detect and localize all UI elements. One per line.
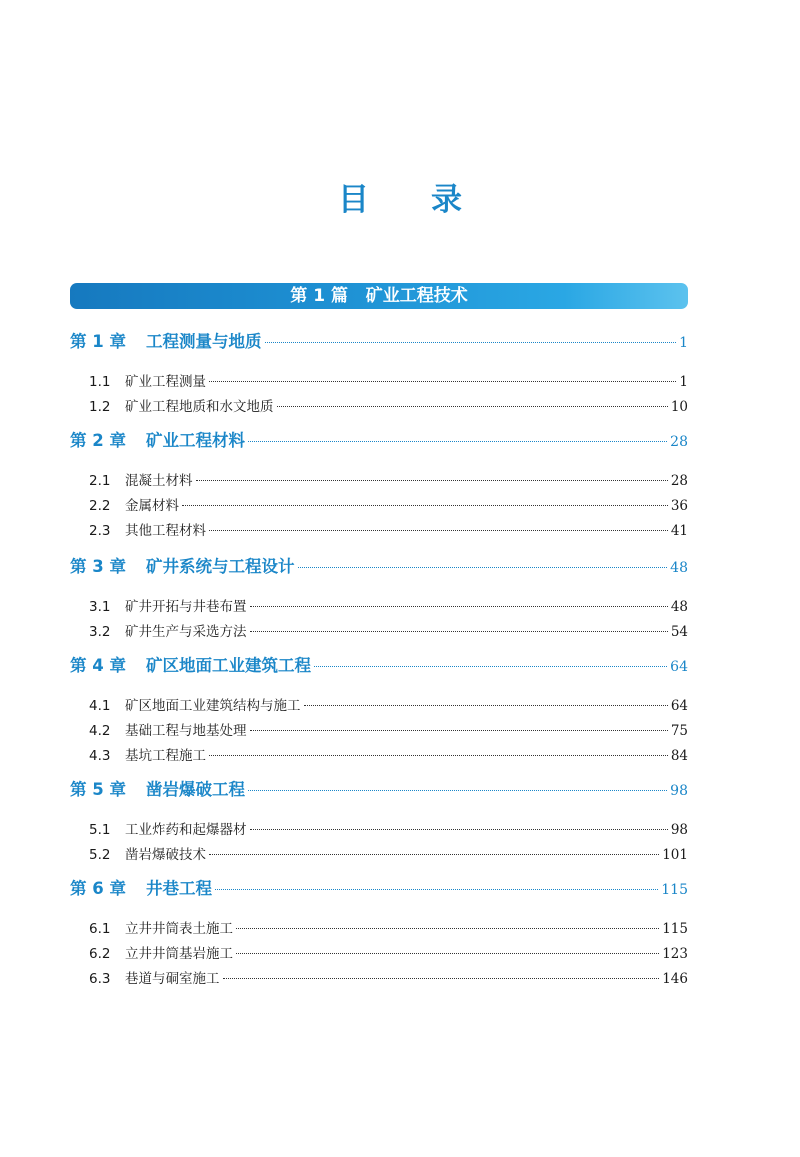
chapter-title: 工程测量与地质: [146, 332, 262, 351]
section-title: 巷道与硐室施工: [125, 971, 220, 987]
section-entry[interactable]: [89, 469, 688, 491]
chapter-page-number: 64: [670, 659, 688, 675]
section-entry[interactable]: [89, 843, 688, 865]
section-page-number: 28: [670, 473, 688, 489]
section-entry[interactable]: [89, 917, 688, 939]
chapter-entry[interactable]: [70, 427, 688, 455]
chapter-number: 第 6 章: [70, 879, 126, 898]
section-page-number: 84: [670, 748, 688, 764]
section-entry[interactable]: [89, 967, 688, 989]
section-number: 5.1: [89, 822, 111, 838]
part-title: 矿业工程技术: [365, 286, 468, 306]
section-entry[interactable]: [89, 719, 688, 741]
section-entry[interactable]: [89, 519, 688, 541]
dot-leader: [250, 829, 668, 830]
section-page-number: 146: [662, 971, 688, 987]
dot-leader: [209, 755, 668, 756]
chapter-entry[interactable]: [70, 652, 688, 680]
section-entry[interactable]: [89, 942, 688, 964]
chapter-title: 矿井系统与工程设计: [146, 557, 295, 576]
section-title: 金属材料: [125, 498, 179, 514]
section-number: 1.2: [89, 399, 111, 415]
section-title: 矿区地面工业建筑结构与施工: [125, 698, 301, 714]
chapter-entry[interactable]: [70, 776, 688, 804]
dot-leader: [250, 730, 668, 731]
dot-leader: [304, 705, 668, 706]
section-number: 3.2: [89, 624, 111, 640]
section-title: 矿业工程地质和水文地质: [125, 399, 274, 415]
section-entry[interactable]: [89, 370, 688, 392]
section-title: 混凝土材料: [125, 473, 193, 489]
section-page-number: 1: [679, 374, 688, 390]
section-title: 基坑工程施工: [125, 748, 206, 764]
section-page-number: 10: [670, 399, 688, 415]
chapter-page-number: 1: [679, 335, 688, 351]
dot-leader: [209, 530, 668, 531]
chapter-entry[interactable]: [70, 328, 688, 356]
chapter-number: 第 3 章: [70, 557, 126, 576]
dot-leader: [209, 381, 676, 382]
section-page-number: 54: [670, 624, 688, 640]
chapter-title: 矿区地面工业建筑工程: [146, 656, 311, 675]
dot-leader: [236, 928, 659, 929]
section-page-number: 98: [670, 822, 688, 838]
section-entry[interactable]: [89, 494, 688, 516]
dot-leader: [248, 790, 667, 791]
section-entry[interactable]: [89, 620, 688, 642]
section-title: 矿井生产与采选方法: [125, 624, 247, 640]
dot-leader: [298, 567, 668, 568]
chapter-entry[interactable]: [70, 553, 688, 581]
section-entry[interactable]: [89, 595, 688, 617]
dot-leader: [248, 441, 667, 442]
chapter-entry[interactable]: [70, 875, 688, 903]
chapter-number: 第 5 章: [70, 780, 126, 799]
section-title: 基础工程与地基处理: [125, 723, 247, 739]
dot-leader: [250, 606, 668, 607]
section-title: 矿业工程测量: [125, 374, 206, 390]
chapter-number: 第 4 章: [70, 656, 126, 675]
dot-leader: [196, 480, 668, 481]
section-entry[interactable]: [89, 694, 688, 716]
chapter-title: 矿业工程材料: [146, 431, 245, 450]
chapter-number: 第 2 章: [70, 431, 126, 450]
chapter-page-number: 28: [670, 434, 688, 450]
section-page-number: 36: [670, 498, 688, 514]
section-title: 工业炸药和起爆器材: [125, 822, 247, 838]
chapter-title: 井巷工程: [146, 879, 212, 898]
section-page-number: 123: [662, 946, 688, 962]
section-title: 凿岩爆破技术: [125, 847, 206, 863]
section-page-number: 64: [670, 698, 688, 714]
section-number: 6.1: [89, 921, 111, 937]
chapter-page-number: 48: [670, 560, 688, 576]
section-number: 3.1: [89, 599, 111, 615]
dot-leader: [250, 631, 668, 632]
section-page-number: 48: [670, 599, 688, 615]
dot-leader: [277, 406, 668, 407]
chapter-page-number: 115: [661, 882, 688, 898]
section-page-number: 101: [662, 847, 688, 863]
section-number: 4.2: [89, 723, 111, 739]
section-title: 立井井筒表土施工: [125, 921, 233, 937]
dot-leader: [182, 505, 668, 506]
section-entry[interactable]: [89, 744, 688, 766]
dot-leader: [215, 889, 658, 890]
part-banner: [70, 283, 688, 309]
section-title: 立井井筒基岩施工: [125, 946, 233, 962]
dot-leader: [265, 342, 677, 343]
section-page-number: 75: [670, 723, 688, 739]
section-entry[interactable]: [89, 395, 688, 417]
chapter-title: 凿岩爆破工程: [146, 780, 245, 799]
dot-leader: [236, 953, 659, 954]
section-number: 1.1: [89, 374, 111, 390]
section-number: 5.2: [89, 847, 111, 863]
section-number: 2.1: [89, 473, 111, 489]
section-title: 矿井开拓与井巷布置: [125, 599, 247, 615]
section-page-number: 115: [662, 921, 688, 937]
section-number: 4.1: [89, 698, 111, 714]
part-number: 第 1 篇: [290, 286, 348, 306]
section-page-number: 41: [670, 523, 688, 539]
section-number: 6.3: [89, 971, 111, 987]
section-number: 4.3: [89, 748, 111, 764]
section-entry[interactable]: [89, 818, 688, 840]
chapter-page-number: 98: [670, 783, 688, 799]
section-title: 其他工程材料: [125, 523, 206, 539]
section-number: 2.2: [89, 498, 111, 514]
chapter-number: 第 1 章: [70, 332, 126, 351]
dot-leader: [223, 978, 660, 979]
section-number: 6.2: [89, 946, 111, 962]
dot-leader: [314, 666, 667, 667]
section-number: 2.3: [89, 523, 111, 539]
toc-title: 目录: [338, 182, 524, 218]
dot-leader: [209, 854, 659, 855]
